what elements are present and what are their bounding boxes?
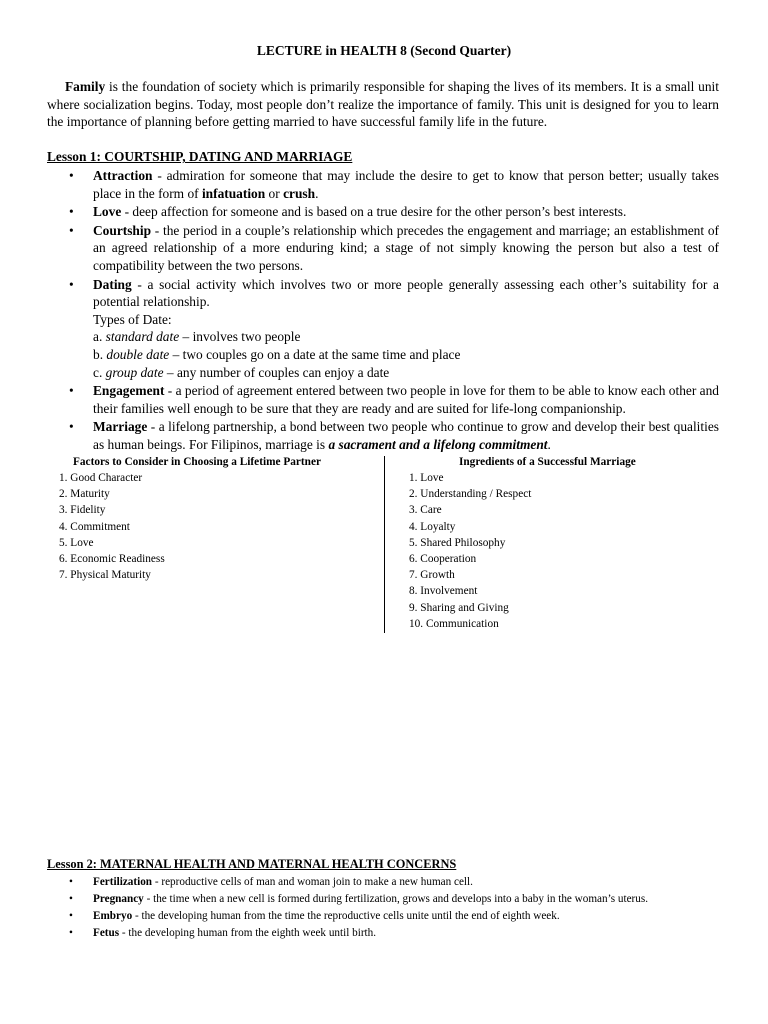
term-pregnancy (47, 892, 719, 908)
factors-column (59, 454, 379, 583)
ingredient-item: 9. Sharing and Giving (409, 601, 509, 614)
two-column-lists (47, 454, 719, 634)
lesson1-term-list (47, 167, 719, 455)
date-type-name: double date (106, 346, 170, 362)
term-definition: - a lifelong partnership, a bond between two people who continue to grow and develop their best qualities as human beings. For Filipinos, marriage is (93, 419, 719, 452)
ingredient-item: 3. Care (409, 504, 442, 517)
date-types (93, 311, 719, 381)
term-name: Embryo (93, 910, 133, 923)
ingredient-item: 6. Cooperation (409, 553, 477, 566)
lesson1-heading: Lesson 1: COURTSHIP, DATING AND MARRIAGE (47, 149, 353, 164)
column-divider (384, 456, 385, 633)
term-definition: - the developing human from the time the reproductive cells unite until the end of eighth week. (132, 910, 560, 923)
term-end: . (547, 436, 551, 452)
term-emphasis: a sacrament and a lifelong commitment (328, 436, 548, 452)
factor-item: 1. Good Character (59, 472, 143, 484)
bullet-icon: • (69, 222, 74, 238)
date-type-desc: – any number of couples can enjoy a date (163, 364, 390, 380)
term-name: Fertilization (93, 876, 153, 888)
term-engagement (47, 382, 719, 417)
bullet-icon: • (69, 168, 74, 183)
ingredient-item: 10. Communication (409, 617, 499, 630)
bullet-icon: • (69, 383, 74, 399)
date-type-name: standard date (105, 329, 180, 345)
term-name: Courtship (93, 222, 152, 238)
term-marriage (47, 418, 719, 453)
term-definition: - deep affection for someone and is based on a true desire for the other person’s best interests. (121, 204, 627, 220)
bullet-icon: • (69, 276, 74, 292)
bullet-icon: • (69, 876, 73, 888)
document-title: LECTURE in HEALTH 8 (Second Quarter) (256, 43, 512, 58)
term-definition: - admiration for someone that may include the desire to get to know that person better; usually takes place in the form of (93, 168, 719, 201)
bullet-icon: • (69, 893, 73, 906)
factor-item: 2. Maturity (59, 488, 110, 501)
date-types-label: Types of Date: (93, 311, 172, 327)
term-courtship (47, 222, 719, 275)
date-type-desc: – two couples go on a date at the same time and place (169, 346, 461, 362)
term-fetus (47, 926, 719, 942)
term-name: Engagement (93, 383, 165, 399)
ingredients-heading: Ingredients of a Successful Marriage (459, 456, 636, 468)
date-type-prefix: a. (93, 329, 106, 345)
intro-text: is the foundation of society which is primarily responsible for shaping the lives of its members. It is a small unit where socialization begins. Today, most people don’t realize the importance of family. This unit is designed for you to learn the importance of planning before getting married to have successful family life in the future. (47, 79, 719, 130)
term-attraction (47, 167, 719, 202)
term-definition: - the developing human from the eighth week until birth. (119, 927, 377, 940)
term-love (47, 203, 719, 221)
term-name: Fetus (93, 927, 120, 940)
factor-item: 4. Commitment (59, 520, 130, 533)
term-name: Love (93, 204, 122, 220)
term-name: Dating (93, 276, 132, 292)
bullet-icon: • (69, 204, 74, 220)
factors-heading: Factors to Consider in Choosing a Lifetime Partner (73, 456, 321, 468)
term-connector: or (265, 185, 284, 201)
date-type-item (93, 364, 719, 382)
term-definition: - the time when a new cell is formed during fertilization, grows and develops into a baby in the woman’s uterus. (143, 893, 649, 906)
factor-item: 7. Physical Maturity (59, 569, 151, 582)
term-name: Marriage (93, 419, 148, 435)
bullet-icon: • (69, 927, 73, 940)
lesson2-term-list (47, 875, 719, 943)
ingredient-item: 1. Love (409, 472, 444, 484)
intro-lead: Family (65, 79, 106, 94)
date-type-prefix: c. (93, 364, 106, 380)
term-definition: - a social activity which involves two or more people generally assessing each other’s suitability for a potential relationship. (93, 276, 719, 310)
ingredients-column (407, 454, 717, 632)
date-type-item (93, 328, 719, 346)
term-name: Attraction (93, 168, 153, 183)
term-definition: - the period in a couple’s relationship which precedes the engagement and marriage; an establishment of an agreed relationship of a more enduring kind; a stage of not simply knowing the person but also a test of compatibility between the two persons. (93, 222, 719, 273)
ingredient-item: 5. Shared Philosophy (409, 536, 506, 549)
date-type-prefix: b. (93, 346, 107, 362)
bullet-icon: • (69, 910, 73, 923)
factor-item: 3. Fidelity (59, 504, 106, 517)
bullet-icon: • (69, 419, 74, 435)
term-definition: - reproductive cells of man and woman join to make a new human cell. (152, 876, 473, 888)
term-definition: - a period of agreement entered between two people in love for them to be able to know each other and their families well enough to be sure that they are ready and are suited for life-long companionship. (93, 383, 719, 416)
term-name: Pregnancy (93, 893, 144, 906)
term-dating (47, 276, 719, 382)
ingredient-item: 4. Loyalty (409, 520, 456, 533)
term-embryo (47, 909, 719, 925)
factor-item: 6. Economic Readiness (59, 553, 165, 566)
date-type-desc: – involves two people (179, 329, 301, 345)
ingredient-item: 8. Involvement (409, 585, 478, 598)
ingredient-item: 2. Understanding / Respect (409, 488, 532, 501)
date-type-name: group date (105, 364, 164, 380)
term-emphasis: infatuation (201, 185, 266, 201)
date-type-item (93, 346, 719, 364)
factor-item: 5. Love (59, 536, 94, 549)
lesson2-heading: Lesson 2: MATERNAL HEALTH AND MATERNAL HEALTH CONCERNS (47, 857, 457, 871)
intro-paragraph (47, 78, 719, 131)
term-fertilization (47, 875, 719, 891)
term-end: . (315, 185, 319, 201)
term-emphasis: crush (283, 185, 316, 201)
ingredient-item: 7. Growth (409, 569, 455, 582)
